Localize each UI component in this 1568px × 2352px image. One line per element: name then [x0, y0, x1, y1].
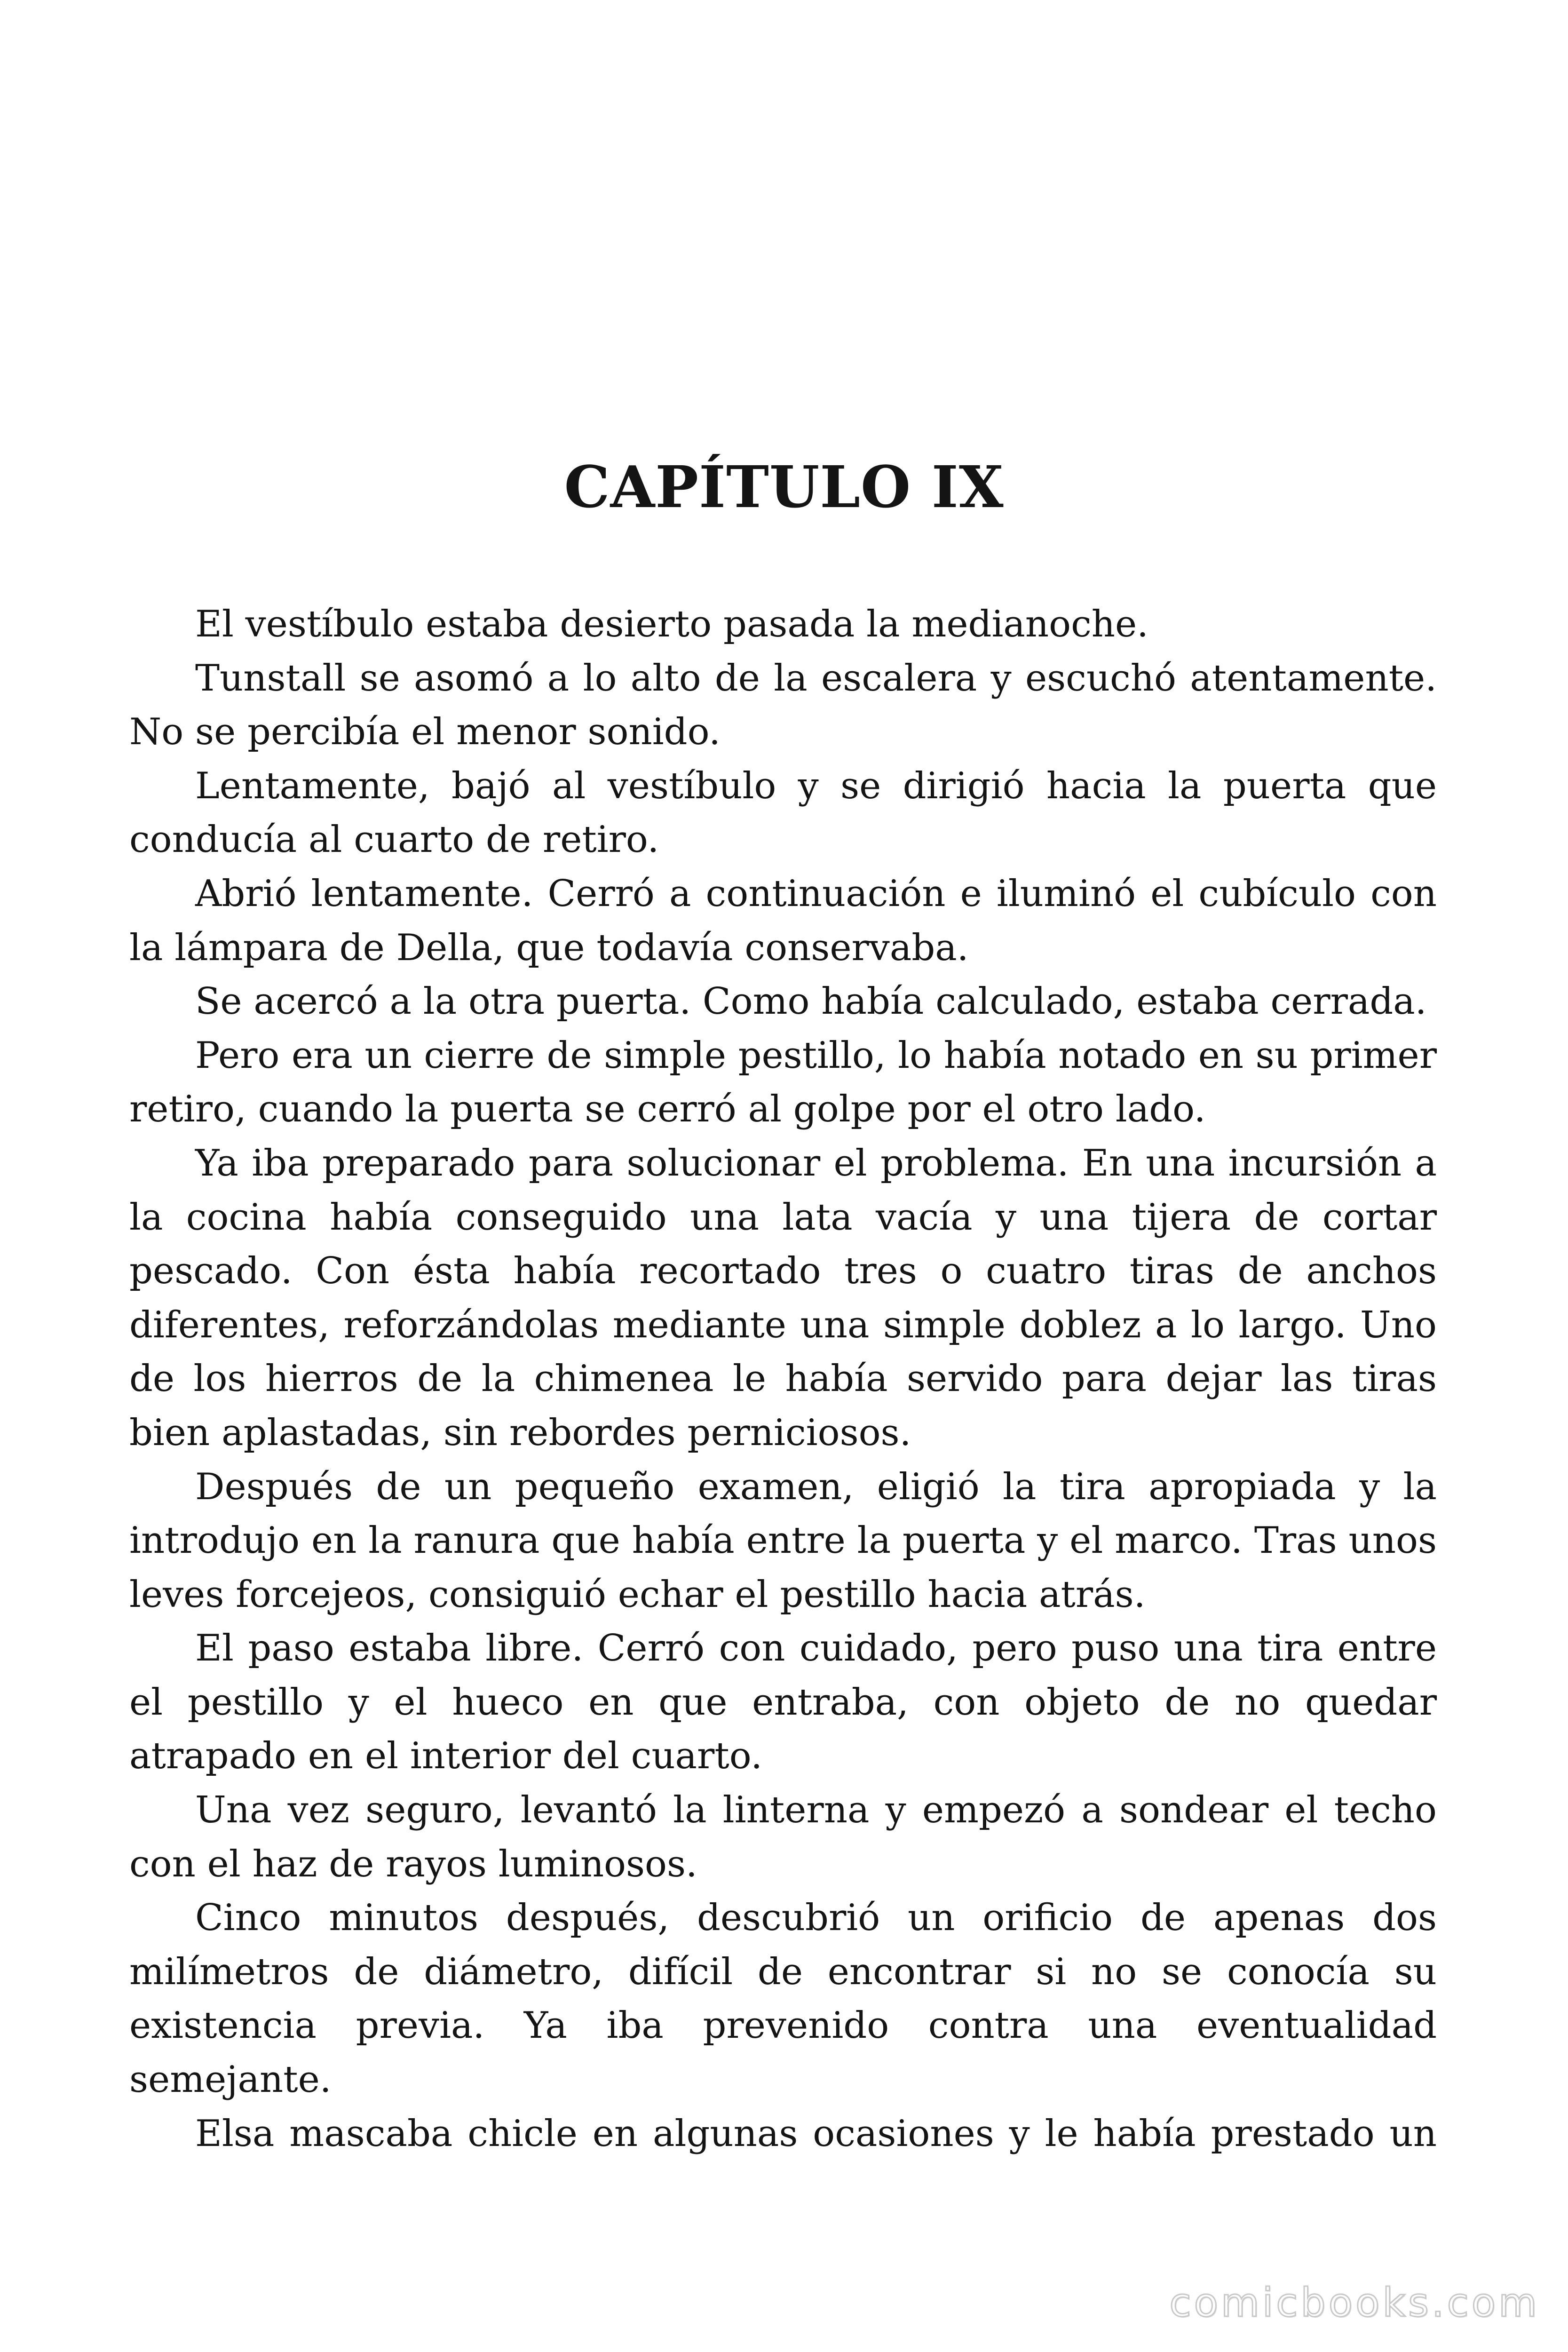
paragraph: Se acercó a la otra puerta. Como había calculado, estaba cerrada. — [195, 980, 1427, 1023]
paragraph: Ya iba preparado para solucionar el problema. En una incursión a la cocina había conseguido una lata vacía y una tijera de cortar pescado. Con ésta había recortado tres o cuatro tiras de anchos diferentes, reforzándolas mediante una simple doblez a lo largo. Uno de los hierros de la chimenea le había servido para dejar las tiras bien aplastadas, sin rebordes perniciosos. — [129, 1142, 1437, 1454]
paragraph: Tunstall se asomó a lo alto de la escalera y escuchó atentamente. No se percibía el menor sonido. — [129, 657, 1437, 754]
paragraph: El vestíbulo estaba desierto pasada la medianoche. — [195, 603, 1148, 645]
paragraph: Cinco minutos después, descubrió un orificio de apenas dos milímetros de diámetro, difícil de encontrar si no se conocía su existencia previa. Ya iba prevenido contra una eventualidad semejante. — [129, 1897, 1437, 2101]
paragraph: Pero era un cierre de simple pestillo, lo había notado en su primer retiro, cuando la puerta se cerró al golpe por el otro lado. — [129, 1034, 1437, 1131]
paragraph: Abrió lentamente. Cerró a continuación e iluminó el cubículo con la lámpara de Della, que todavía conservaba. — [129, 872, 1437, 969]
paragraph: Después de un pequeño examen, eligió la tira apropiada y la introdujo en la ranura que había entre la puerta y el marco. Tras unos leves forcejeos, consiguió echar el pestillo hacia atrás. — [129, 1465, 1437, 1616]
chapter-title: CAPÍTULO IX — [564, 453, 1004, 521]
paragraph: El paso estaba libre. Cerró con cuidado, pero puso una tira entre el pestillo y el hueco en que entraba, con objeto de no quedar atrapado en el interior del cuarto. — [129, 1627, 1437, 1778]
watermark: comicbooks.com — [1169, 2280, 1540, 2326]
paragraph: Una vez seguro, levantó la linterna y empezó a sondear el techo con el haz de rayos luminosos. — [129, 1789, 1437, 1885]
chapter-body — [129, 597, 1437, 2161]
paragraph-continued: Elsa mascaba chicle en algunas ocasiones y le había prestado un — [195, 2112, 1437, 2155]
paragraph: Lentamente, bajó al vestíbulo y se dirigió hacia la puerta que conducía al cuarto de retiro. — [129, 764, 1437, 861]
